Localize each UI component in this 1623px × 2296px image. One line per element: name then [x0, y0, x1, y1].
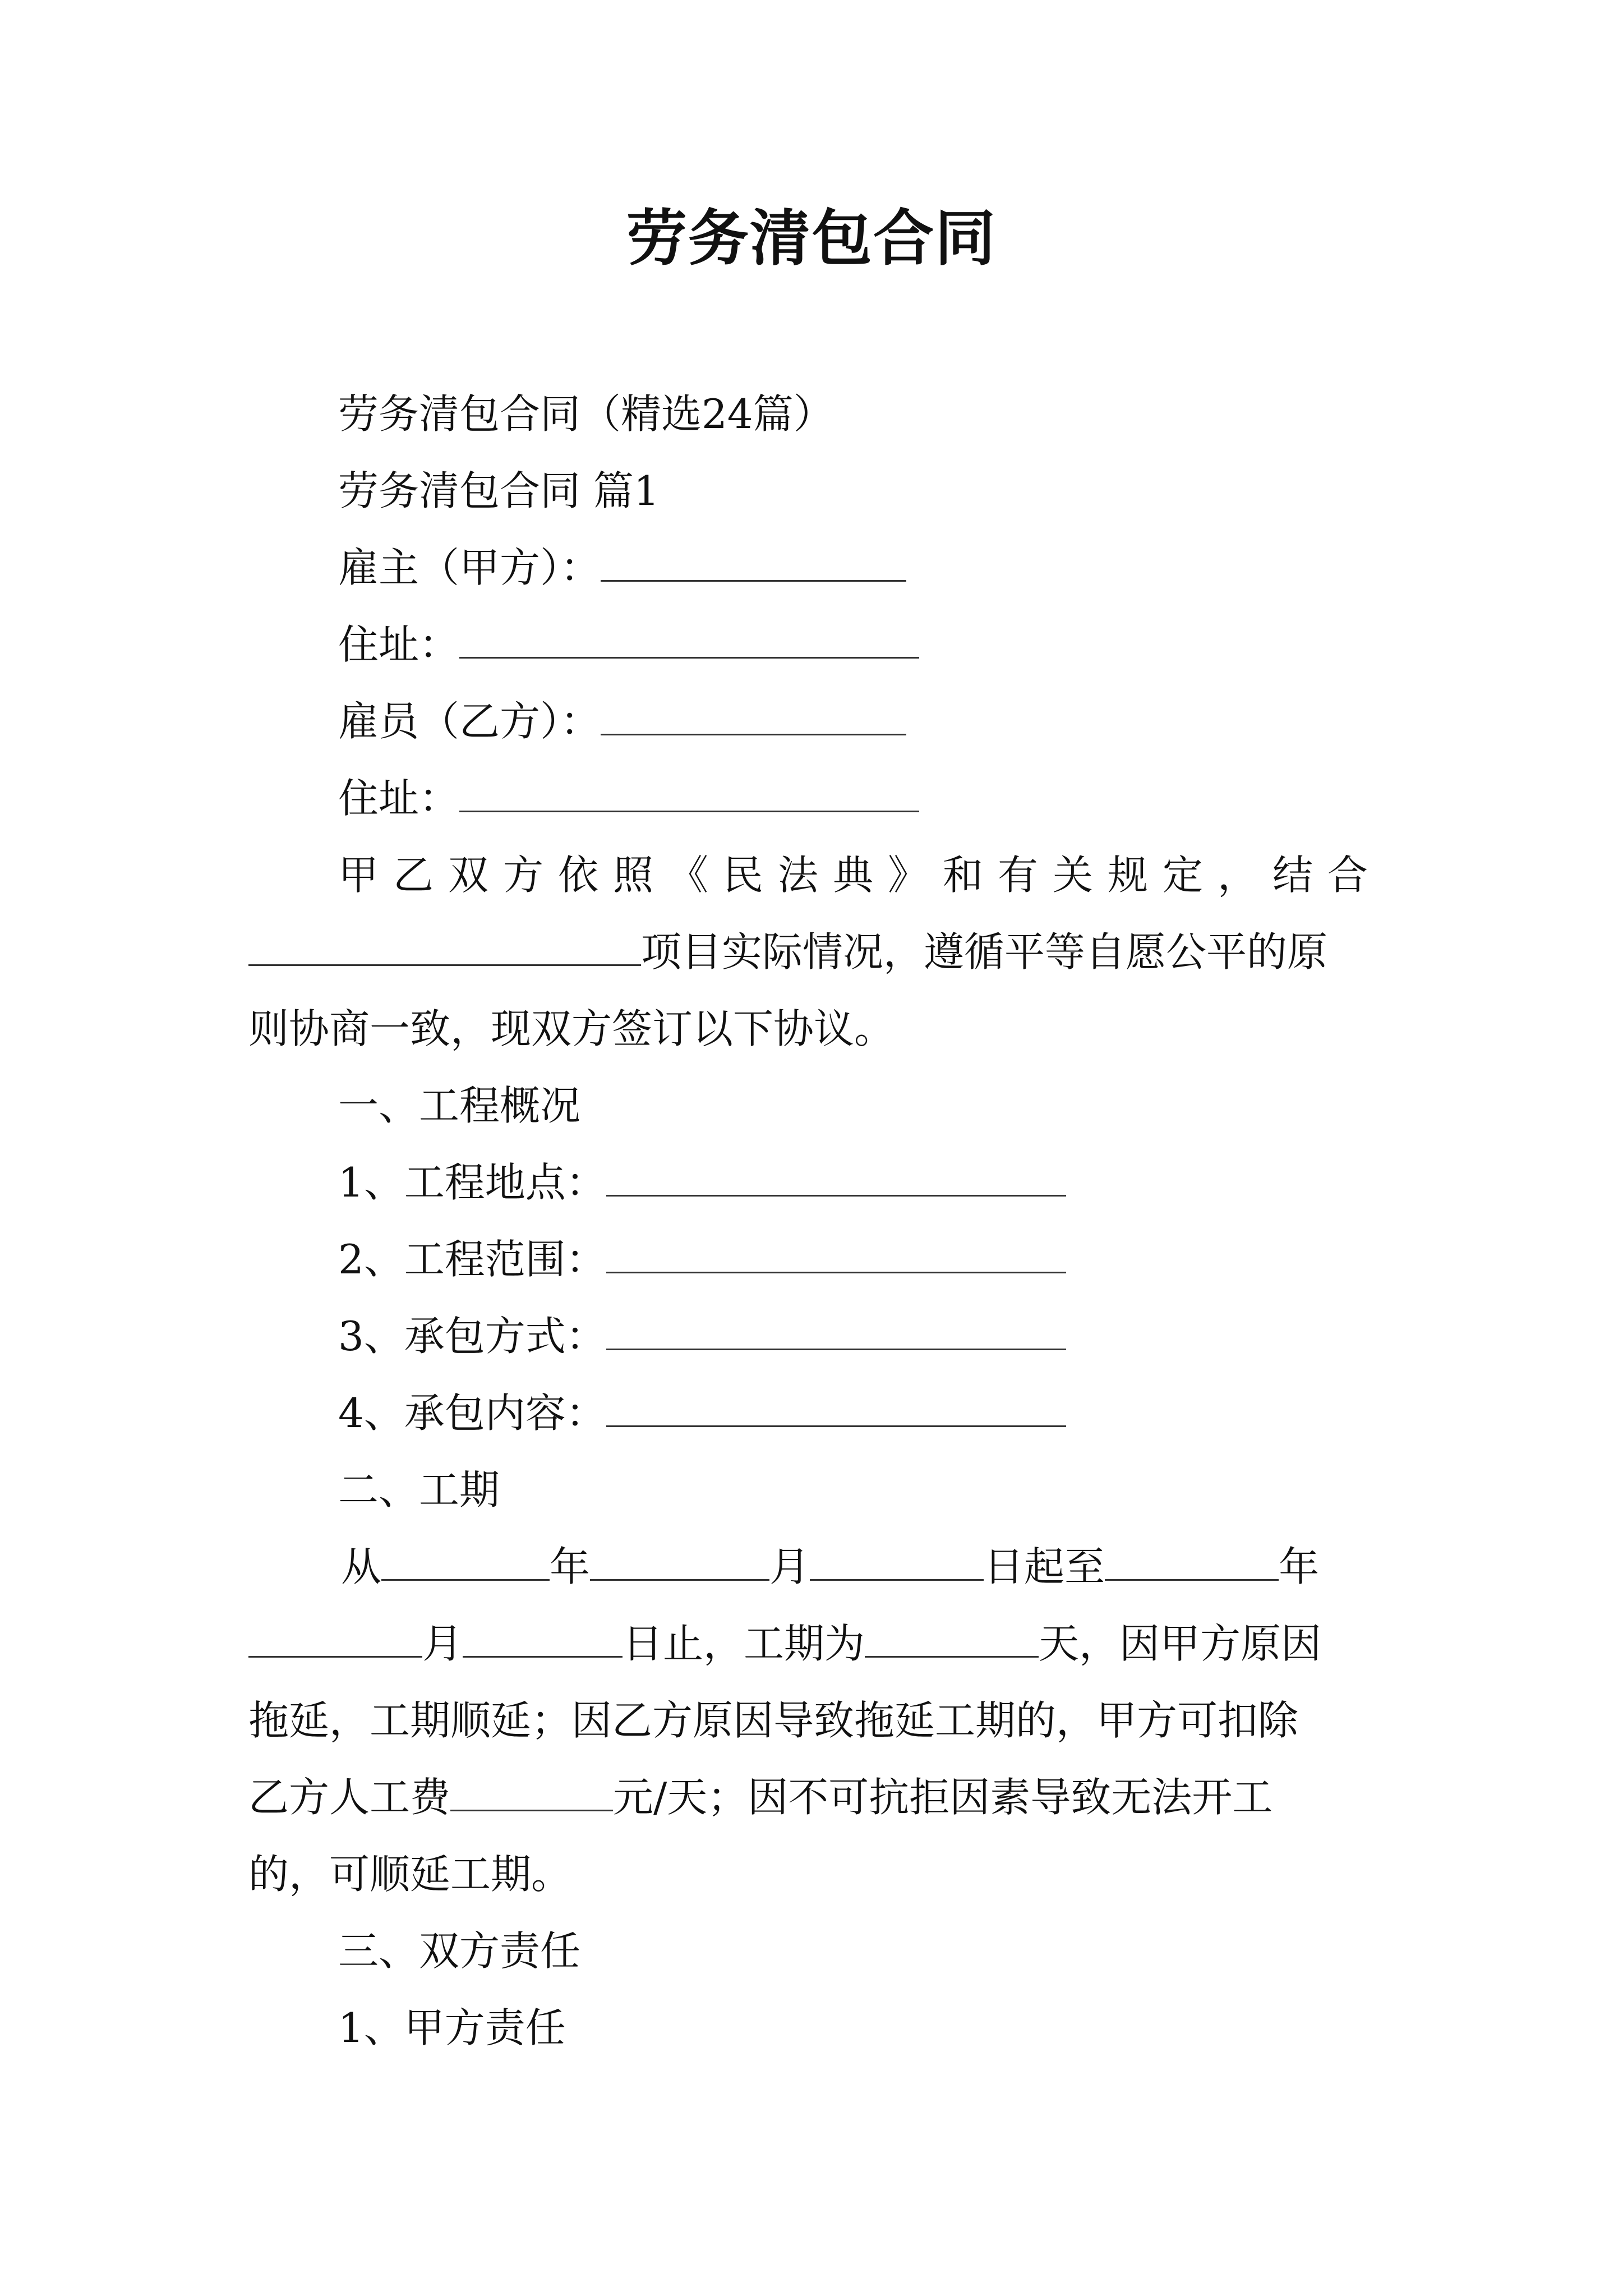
employee-label: 雇员（乙方）：	[338, 698, 601, 745]
employee-blank[interactable]	[601, 700, 906, 735]
section2-heading: 二、工期	[338, 1466, 500, 1513]
item-blank[interactable]	[606, 1392, 1066, 1427]
intro-line-1: 甲乙双方依照《民法典》和有关规定，结合	[338, 852, 1383, 899]
section1-item-1	[248, 1144, 1382, 1221]
term-text: 年	[1279, 1543, 1320, 1590]
employee-address-line	[248, 760, 1382, 837]
term-text: 月	[769, 1543, 810, 1590]
intro-line-2	[248, 914, 1382, 991]
start-month-blank[interactable]	[590, 1545, 769, 1581]
duration-blank[interactable]	[865, 1622, 1039, 1658]
section3-sub1: 1、甲方责任	[338, 2004, 566, 2051]
term-text: 日止，工期为	[623, 1620, 865, 1667]
term-text: 天，因甲方原因	[1039, 1620, 1322, 1667]
subtitle: 劳务清包合同（精选24篇）	[338, 390, 834, 438]
start-year-blank[interactable]	[381, 1545, 550, 1581]
employer-blank[interactable]	[601, 546, 906, 582]
term-text: 月	[422, 1620, 463, 1667]
section1-item-4	[248, 1375, 1382, 1452]
term-text: 元/天；因不可抗拒因素导致无法开工	[613, 1774, 1273, 1821]
employee-line	[248, 683, 1382, 760]
term-line-1	[248, 1529, 1382, 1605]
term-text: 从	[341, 1543, 382, 1590]
employer-address-blank[interactable]	[459, 623, 919, 659]
term-text: 乙方人工费	[248, 1774, 451, 1821]
term-line-5: 的，可顺延工期。	[248, 1851, 572, 1898]
employer-line	[248, 530, 1382, 606]
term-text: 年	[550, 1543, 591, 1590]
employer-address-label: 住址：	[338, 621, 460, 668]
section1-item-2	[248, 1221, 1382, 1298]
item-label: 2、工程范围：	[338, 1236, 606, 1283]
deduction-blank[interactable]	[450, 1776, 613, 1811]
intro-line-2-text: 项目实际情况，遵循平等自愿公平的原	[641, 928, 1328, 976]
employer-address-line	[248, 606, 1382, 683]
employer-label: 雇主（甲方）：	[338, 544, 601, 591]
term-line-3: 拖延，工期顺延；因乙方原因导致拖延工期的，甲方可扣除	[248, 1697, 1299, 1744]
section1-heading: 一、工程概况	[338, 1082, 581, 1129]
item-blank[interactable]	[606, 1161, 1066, 1197]
item-label: 3、承包方式：	[338, 1313, 606, 1360]
item-blank[interactable]	[606, 1238, 1066, 1273]
employee-address-label: 住址：	[338, 775, 460, 822]
intro-line-3: 则协商一致，现双方签订以下协议。	[248, 1005, 895, 1052]
section1-item-3	[248, 1298, 1382, 1375]
document-title: 劳务清包合同	[626, 203, 997, 274]
term-text: 日起至	[984, 1543, 1105, 1590]
item-blank[interactable]	[606, 1315, 1066, 1350]
end-month-blank[interactable]	[248, 1622, 422, 1658]
employee-address-blank[interactable]	[459, 777, 919, 812]
start-day-blank[interactable]	[810, 1545, 984, 1581]
part-heading: 劳务清包合同 篇1	[338, 467, 660, 514]
end-year-blank[interactable]	[1105, 1545, 1279, 1581]
term-line-4	[248, 1759, 1382, 1836]
document-body	[248, 376, 1382, 2067]
item-label: 4、承包内容：	[338, 1389, 606, 1437]
project-blank[interactable]	[248, 931, 641, 966]
end-day-blank[interactable]	[463, 1622, 623, 1658]
term-line-2	[248, 1605, 1382, 1682]
section3-heading: 三、双方责任	[338, 1927, 581, 1975]
item-label: 1、工程地点：	[338, 1159, 606, 1206]
